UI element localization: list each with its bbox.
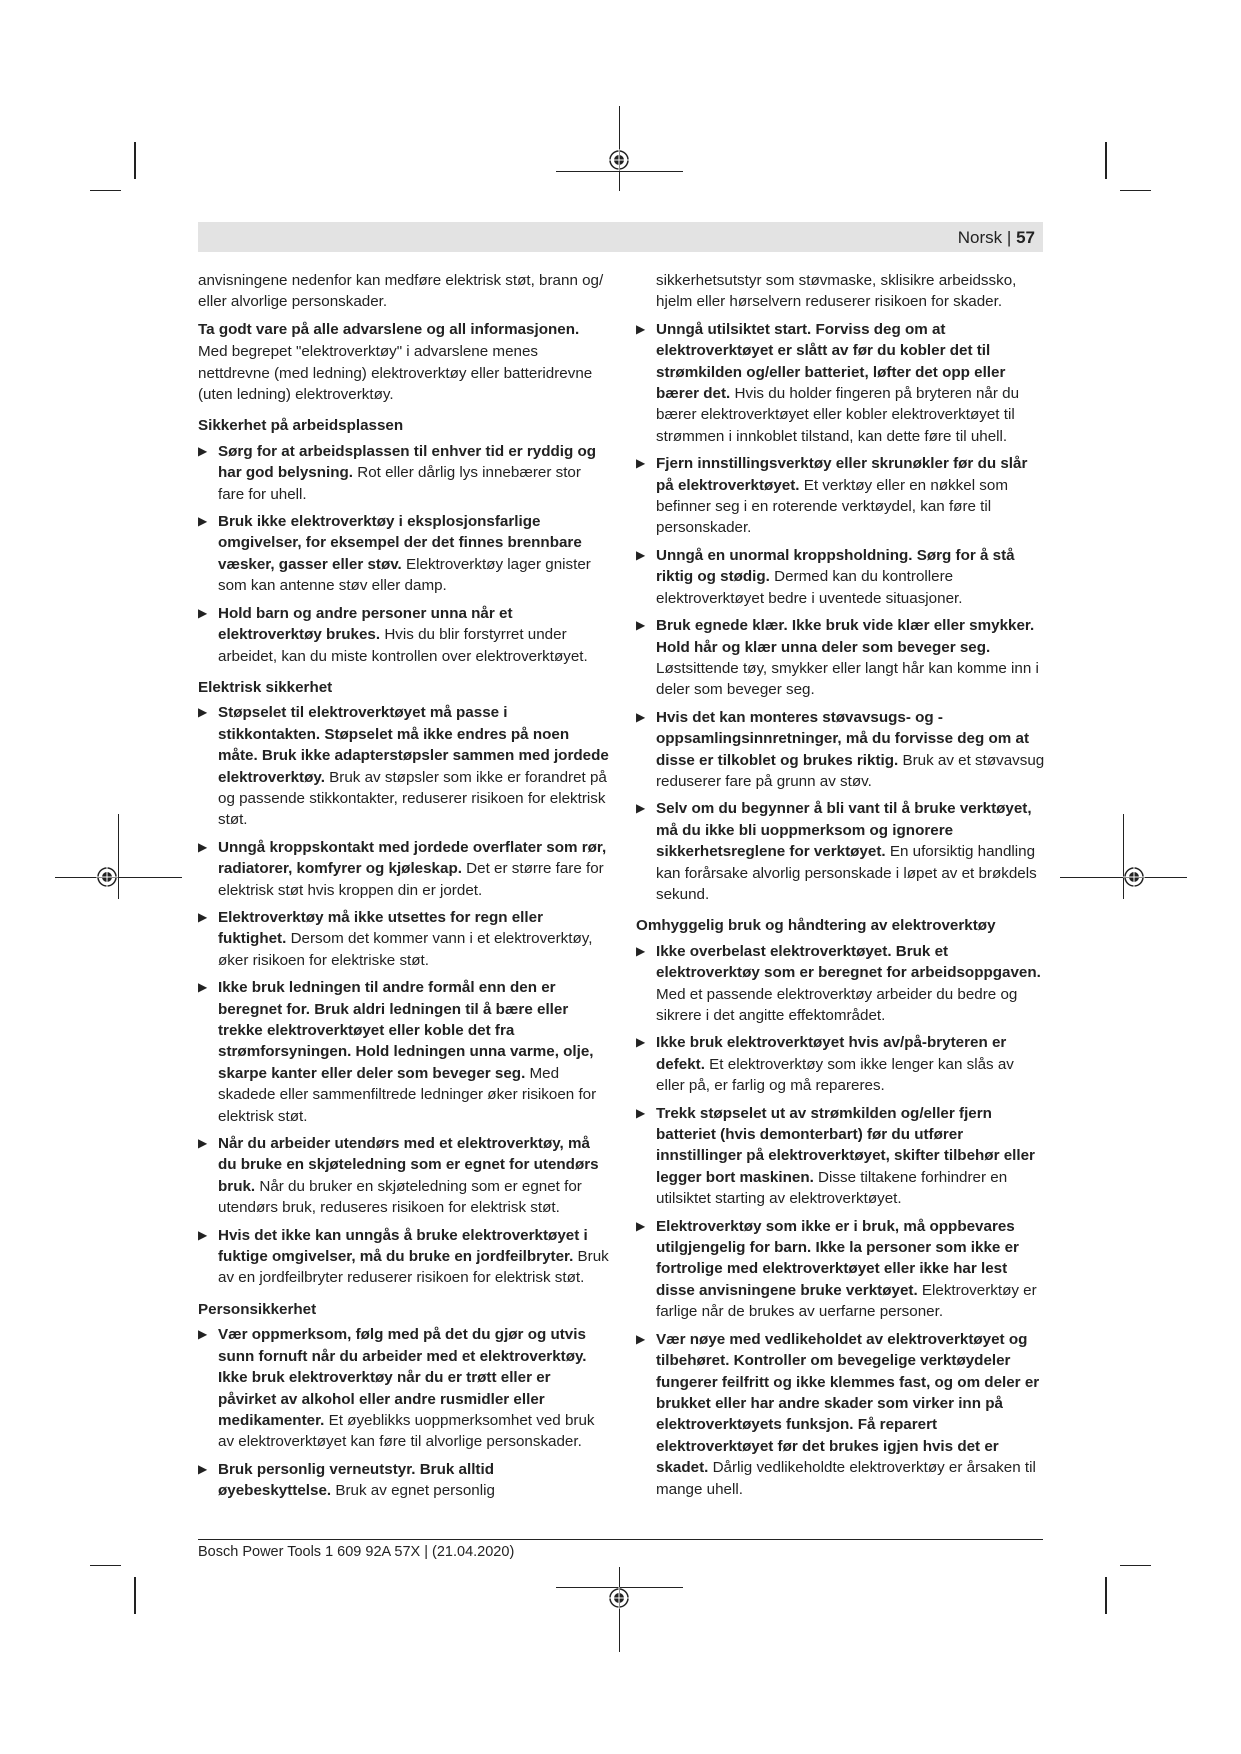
list-item: ▶ Selv om du begynner å bli vant til å bruke verktøyet, må du ikke bli uoppmerksom og ignorere sikkerhetsreglene for verktøyet. En uforsiktig handling kan forårsake alvorlig personskade i løpet av et brøkdels sekund. bbox=[636, 800, 1037, 903]
section-heading-personal: Personsikkerhet bbox=[198, 1300, 317, 1318]
list-item: ▶ Vær nøye med vedlikeholdet av elektroverktøyet og tilbehøret. Kontroller om bevegelige verktøydeler fungerer feilfritt og ikke klemmes fast, og om deler er brukket eller har andre skader som virker inn på elektroverktøyets funksjon. Få reparert elektroverktøyet før det brukes igjen hvis det er skadet. Dårlig vedlikeholdte elektroverktøy er årsaken til mange uhell. bbox=[636, 1330, 1040, 1498]
list-item: ▶ Ikke overbelast elektroverktøyet. Bruk et elektroverktøy som er beregnet for arbeidsoppgaven. Med et passende elektroverktøy arbeider du bedre og sikrere i det angitte effektområdet. bbox=[636, 942, 1041, 1024]
list-item: ▶ Bruk ikke elektroverktøy i eksplosjonsfarlige omgivelser, for eksempel der det finnes brennbare væsker, gasser eller støv. Elektroverktøy lager gnister som kan antenne støv eller damp. bbox=[198, 513, 591, 595]
page-number: 57 bbox=[1016, 228, 1035, 247]
bullet-triangle-icon: ▶ bbox=[198, 705, 208, 720]
registration-line bbox=[556, 171, 683, 172]
list-item: ▶ Hvis det kan monteres støvavsugs- og -oppsamlingsinnretninger, må du forvisse deg om at disse er tilkoblet og brukes riktig. Bruk av et støvavsug reduserer fare på grunn av støv. bbox=[636, 708, 1045, 790]
header-separator: | bbox=[1006, 228, 1012, 247]
bullet-triangle-icon: ▶ bbox=[636, 709, 646, 724]
list-item: ▶ Ikke bruk elektroverktøyet hvis av/på-bryteren er defekt. Et elektroverktøy som ikke lenger kan slås av eller på, er farlig og må repareres. bbox=[636, 1034, 1014, 1095]
list-item: ▶ Sørg for at arbeidsplassen til enhver tid er ryddig og har god belysning. Rot eller dårlig lys innebærer stor fare for uhell. bbox=[198, 442, 597, 503]
crop-mark bbox=[90, 190, 121, 191]
section-heading-electrical: Elektrisk sikkerhet bbox=[198, 678, 333, 696]
list-item: ▶ Bruk personlig verneutstyr. Bruk alltid øyebeskyttelse. Bruk av egnet personlig bbox=[198, 1460, 495, 1500]
registration-target-icon bbox=[608, 1587, 630, 1609]
bullet-triangle-icon: ▶ bbox=[636, 547, 646, 562]
keep-instructions: Ta godt vare på alle advarslene og all informasjonen. bbox=[198, 320, 580, 338]
right-column bbox=[636, 270, 1046, 1506]
footer-rule bbox=[198, 1539, 1043, 1540]
bullet-triangle-icon: ▶ bbox=[198, 443, 208, 458]
bullet-triangle-icon: ▶ bbox=[198, 1227, 208, 1242]
crop-mark bbox=[1105, 142, 1107, 179]
bullet-triangle-icon: ▶ bbox=[636, 1105, 646, 1120]
list-item: ▶ Elektroverktøy som ikke er i bruk, må oppbevares utilgjengelig for barn. Ikke la personer som ikke er fortrolige med elektroverktøyet eller ikke har lest disse anvisningene bruke verktøyet. Elektroverktøy er farlige når de brukes av uerfarne personer. bbox=[636, 1217, 1037, 1321]
list-item: ▶ Når du arbeider utendørs med et elektroverktøy, må du bruke en skjøteledning som er egnet for utendørs bruk. Når du bruker en skjøteledning som er egnet for utendørs bruk, reduseres risikoen for elektrisk støt. bbox=[198, 1135, 599, 1217]
page-header bbox=[958, 228, 1035, 248]
header-band bbox=[198, 222, 1043, 252]
crop-mark bbox=[134, 142, 136, 179]
registration-line bbox=[118, 814, 119, 899]
bullet-triangle-icon: ▶ bbox=[636, 943, 646, 958]
list-item: ▶ Unngå en unormal kroppsholdning. Sørg for å stå riktig og stødig. Dermed kan du kontrollere elektroverktøyet bedre i uventede situasjoner. bbox=[636, 546, 1015, 607]
crop-mark bbox=[1120, 1565, 1151, 1566]
registration-target-icon bbox=[1123, 866, 1145, 888]
definition-paragraph: Med begrepet "elektroverktøy" i advarslene menes nettdrevne (med ledning) elektroverktøy eller batteridrevne (uten ledning) elektroverktøy. bbox=[198, 343, 593, 404]
continuation-paragraph: sikkerhetsutstyr som støvmaske, sklisikre arbeidssko, hjelm eller hørselvern reduserer risikoen for skader. bbox=[656, 272, 1017, 311]
registration-line bbox=[619, 1567, 620, 1652]
crop-mark bbox=[1120, 190, 1151, 191]
bullet-triangle-icon: ▶ bbox=[198, 1136, 208, 1151]
bullet-triangle-icon: ▶ bbox=[636, 618, 646, 633]
registration-target-icon bbox=[608, 149, 630, 171]
list-item: ▶ Fjern innstillingsverktøy eller skrunøkler før du slår på elektroverktøyet. Et verktøy eller en nøkkel som befinner seg i en roterende verktøydel, kan føre til personskader. bbox=[636, 455, 1028, 537]
crop-mark bbox=[90, 1565, 121, 1566]
list-item: ▶ Vær oppmerksom, følg med på det du gjør og utvis sunn fornuft når du arbeider med et elektroverktøy. Ikke bruk elektroverktøy når du er trøtt eller er påvirket av alkohol eller andre rusmidler eller medikamenter. Et øyeblikks uoppmerksomhet ved bruk av elektroverktøyet kan føre til alvorlige personskader. bbox=[198, 1326, 595, 1451]
bullet-triangle-icon: ▶ bbox=[636, 321, 646, 336]
list-item: ▶ Trekk støpselet ut av strømkilden og/eller fjern batteriet (hvis demonterbart) før du utfører innstillinger på elektroverktøyet, skifter tilbehør eller legger bort maskinen. Disse tiltakene forhindrer en utilsiktet starting av elektroverktøyet. bbox=[636, 1104, 1035, 1208]
bullet-triangle-icon: ▶ bbox=[636, 1035, 646, 1050]
bullet-triangle-icon: ▶ bbox=[198, 839, 208, 854]
list-item: ▶ Hold barn og andre personer unna når et elektroverktøy brukes. Hvis du blir forstyrret under arbeidet, kan du miste kontrollen over elektroverktøyet. bbox=[198, 604, 588, 665]
list-item: ▶ Unngå kroppskontakt med jordede overflater som rør, radiatorer, komfyrer og kjøleskap. Det er større fare for elektrisk støt hvis kroppen din er jordet. bbox=[198, 838, 607, 899]
registration-line bbox=[55, 877, 182, 878]
section-heading-careful-use: Omhyggelig bruk og håndtering av elektroverktøy bbox=[636, 917, 996, 935]
header-language: Norsk bbox=[957, 228, 1003, 247]
list-item: ▶ Unngå utilsiktet start. Forviss deg om at elektroverktøyet er slått av før du kobler det til strømkilden og/eller batteriet, løfter det opp eller bærer det. Hvis du holder fingeren på bryteren når du bærer elektroverktøyet eller kobler elektroverktøyet til strømmen i innkoblet tilstand, kan dette føre til uhell. bbox=[636, 320, 1020, 445]
intro-continuation: anvisningene nedenfor kan medføre elektrisk støt, brann og/ eller alvorlige personskader. bbox=[198, 272, 604, 311]
bullet-triangle-icon: ▶ bbox=[636, 456, 646, 471]
list-item: ▶ Elektroverktøy må ikke utsettes for regn eller fuktighet. Dersom det kommer vann i et elektroverktøy, øker risikoen for elektriske støt. bbox=[198, 908, 593, 969]
bullet-triangle-icon: ▶ bbox=[198, 909, 208, 924]
bullet-triangle-icon: ▶ bbox=[636, 801, 646, 816]
bullet-triangle-icon: ▶ bbox=[198, 980, 208, 995]
crop-mark bbox=[1105, 1577, 1107, 1614]
section-heading-workplace: Sikkerhet på arbeidsplassen bbox=[198, 417, 404, 435]
list-item: ▶ Ikke bruk ledningen til andre formål enn den er beregnet for. Bruk aldri ledningen til å bære eller trekke elektroverktøyet eller koble det fra strømforsyningen. Hold ledningen unna varme, olje, skarpe kanter eller deler som beveger seg. Med skadede eller sammenfiltrede ledninger øker risikoen for elektrisk støt. bbox=[198, 979, 597, 1125]
registration-target-icon bbox=[96, 866, 118, 888]
page-footer: Bosch Power Tools 1 609 92A 57X | (21.04.2020) bbox=[198, 1544, 515, 1560]
crop-mark bbox=[134, 1577, 136, 1614]
bullet-triangle-icon: ▶ bbox=[198, 1461, 208, 1476]
bullet-triangle-icon: ▶ bbox=[636, 1331, 646, 1346]
list-item: ▶ Hvis det ikke kan unngås å bruke elektroverktøyet i fuktige omgivelser, må du bruke en jordfeilbryter. Bruk av en jordfeilbryter reduserer risikoen for elektrisk støt. bbox=[198, 1226, 609, 1287]
left-column bbox=[198, 270, 610, 1508]
list-item: ▶ Bruk egnede klær. Ikke bruk vide klær eller smykker. Hold hår og klær unna deler som beveger seg. Løstsittende tøy, smykker eller langt hår kan komme inn i deler som beveger seg. bbox=[636, 617, 1039, 699]
bullet-triangle-icon: ▶ bbox=[198, 1327, 208, 1342]
bullet-triangle-icon: ▶ bbox=[636, 1218, 646, 1233]
list-item: ▶ Støpselet til elektroverktøyet må passe i stikkontakten. Støpselet må ikke endres på noen måte. Bruk ikke adapterstøpsler sammen med jordede elektroverktøy. Bruk av støpsler som ikke er forandret på og passende stikkontakter, reduserer risikoen for elektrisk støt. bbox=[198, 704, 609, 829]
bullet-triangle-icon: ▶ bbox=[198, 605, 208, 620]
bullet-triangle-icon: ▶ bbox=[198, 514, 208, 529]
